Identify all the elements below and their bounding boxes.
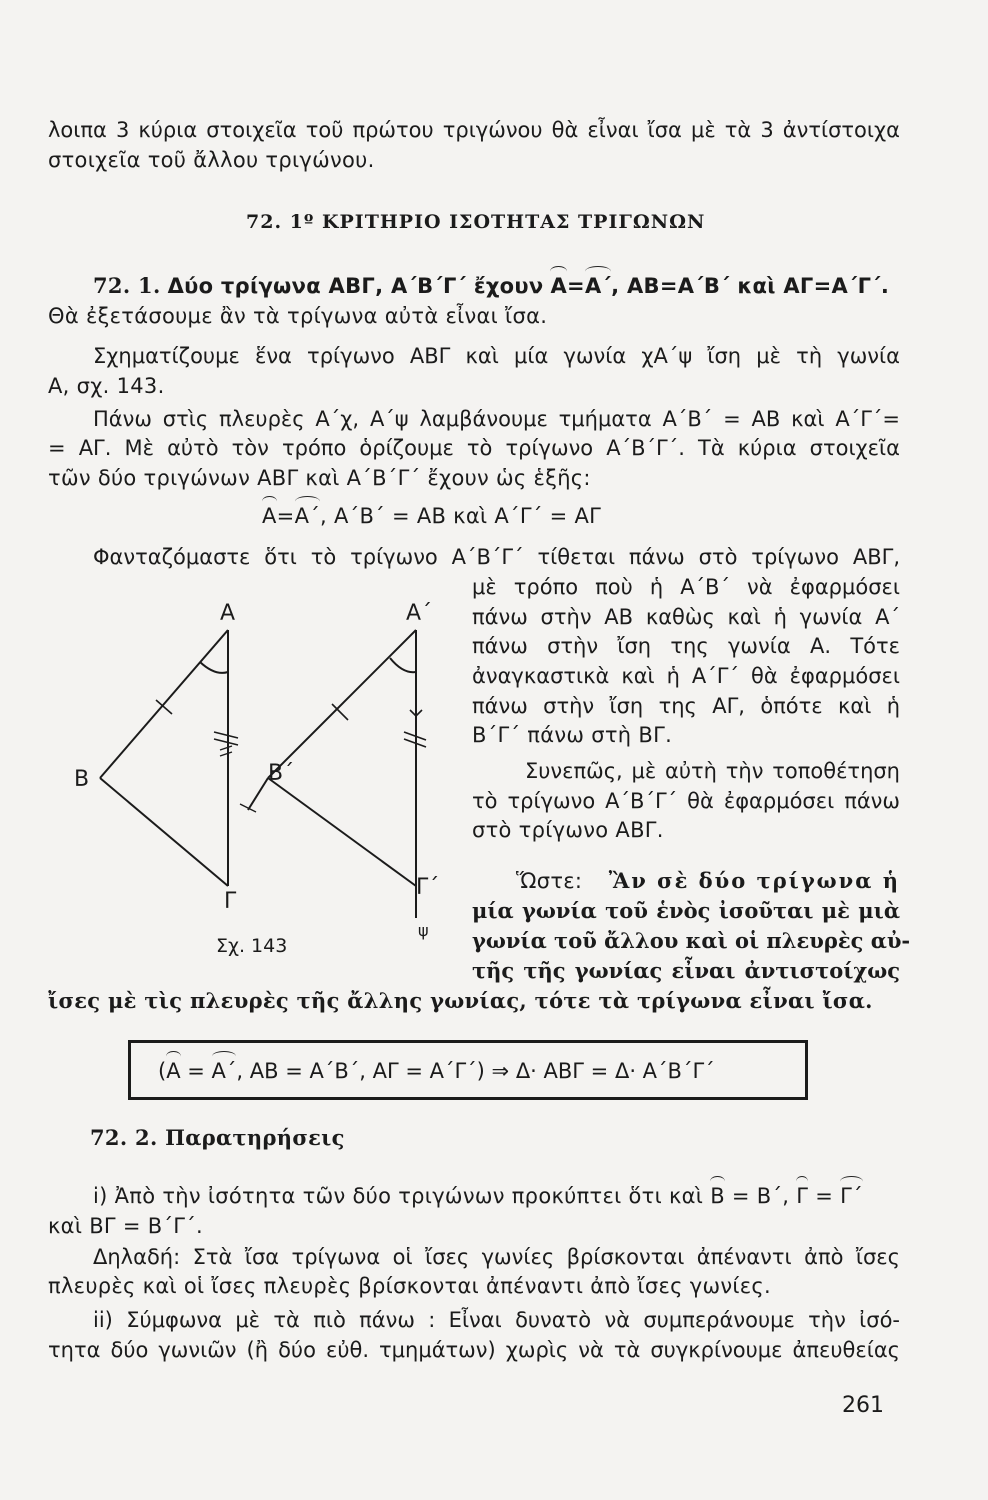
mark — [220, 752, 232, 756]
angle-B-hat: Β — [710, 1184, 725, 1208]
tick-AG-1 — [214, 732, 238, 738]
right-col-line: στὸ τρίγωνο ΑΒΓ. — [472, 818, 664, 842]
angle-A2-hat: Α΄ — [211, 1059, 237, 1083]
subsection-72-2-title: 72. 2. Παρατηρήσεις — [90, 1125, 345, 1150]
angle-arc-A2 — [390, 658, 416, 672]
angle-G-hat: Γ — [796, 1184, 809, 1208]
right-col-line: τὸ τρίγωνο Α΄Β΄Γ΄ θὰ ἐφαρμόσει πάνω — [472, 789, 900, 813]
angle-A-hat: Α — [550, 274, 568, 298]
conclusion-text: Ἂν σὲ δύο τρίγωνα ἡ — [608, 868, 900, 893]
right-col-line: μὲ τρόπο ποὺ ἡ Α΄Β΄ νὰ ἐφαρμόσει — [472, 575, 900, 599]
mark — [220, 746, 232, 750]
conclusion-line: μία γωνία τοῦ ἑνὸς ἰσοῦται μὲ μιὰ — [472, 898, 900, 923]
remark-i-end: = — [808, 1184, 841, 1208]
label-B2: Β΄ — [268, 761, 295, 786]
remark-ii-line-2: τητα δύο γωνιῶν (ἢ δύο εὐθ. τμημάτων) χωρὶς νὰ τὰ συγκρίνουμε ἀπευθείας — [48, 1338, 900, 1362]
conclusion-last-line: ἴσες μὲ τὶς πλευρὲς τῆς ἄλλης γωνίας, τότε τὰ τρίγωνα εἶναι ἴσα. — [48, 988, 873, 1013]
title-text-b: , ΑΒ=Α΄Β΄ καὶ ΑΓ=Α΄Γ΄. — [611, 274, 890, 298]
side-AB — [100, 630, 228, 778]
angle-A-hat: Α — [166, 1059, 181, 1083]
title-eq: = — [567, 274, 585, 298]
angle-A2-hat: Α΄ — [294, 504, 321, 528]
angle-arc-A — [200, 662, 228, 673]
label-psi: ψ — [418, 921, 429, 940]
paragraph-line: = ΑΓ. Μὲ αὐτὸ τὸν τρόπο ὁρίζουμε τὸ τρίγωνο Α΄Β΄Γ΄. Τὰ κύρια στοιχεῖα — [48, 436, 900, 460]
label-A: Α — [220, 601, 236, 626]
intro-line-1: λοιπα 3 κύρια στοιχεῖα τοῦ πρώτου τριγώνου θὰ εἶναι ἴσα μὲ τὰ 3 ἀντίστοιχα — [48, 118, 900, 142]
right-col-line: Συνεπῶς, μὲ αὐτὴ τὴν τοποθέτηση — [525, 759, 900, 783]
angle-G2-hat: Γ΄ — [840, 1184, 863, 1208]
open-paren: ( — [158, 1059, 167, 1083]
right-col-line: πάνω στὴν ἴση της ΑΓ, ὁπότε καὶ ἡ — [472, 694, 900, 718]
conclusion-lead: Ὥστε: — [516, 869, 583, 893]
paragraph-line: Δηλαδή: Στὰ ἴσα τρίγωνα οἱ ἴσες γωνίες βρίσκονται ἀπέναντι ἀπὸ ἴσες — [93, 1245, 900, 1269]
subsection-number: 72. 1. — [93, 273, 161, 298]
title-text-a: Δύο τρίγωνα ΑΒΓ, Α΄Β΄Γ΄ ἔχουν — [167, 274, 544, 298]
figure-143 — [60, 590, 470, 970]
figure-caption: Σχ. 143 — [216, 935, 288, 957]
paragraph-line: Πάνω στὶς πλευρὲς Α΄χ, Α΄ψ λαμβάνουμε τμήματα Α΄Β΄ = ΑΒ καὶ Α΄Γ΄= — [93, 407, 900, 431]
intro-line-2: στοιχεῖα τοῦ ἄλλου τριγώνου. — [48, 148, 375, 172]
paragraph-line: Θὰ ἐξετάσουμε ἂν τὰ τρίγωνα αὐτὰ εἶναι ἴσα. — [48, 304, 548, 328]
conclusion-line: γωνία τοῦ ἄλλου καὶ οἱ πλευρὲς αὐ- — [472, 928, 911, 953]
subsection-72-1-title — [93, 272, 889, 300]
right-col-line: πάνω στὴν ἴση της γωνία Α. Τότε — [472, 634, 900, 658]
remark-i-text: i) Ἀπὸ τὴν ἰσότητα τῶν δύο τριγώνων προκύπτει ὅτι καὶ — [93, 1184, 704, 1208]
remark-i-mid: = Β΄, — [724, 1184, 797, 1208]
ray-x — [248, 778, 268, 810]
angle-A-hat: Α — [262, 504, 277, 528]
angle-A2-hat: Α΄ — [584, 274, 612, 298]
right-col-line: ἀναγκαστικὰ καὶ ἡ Α΄Γ΄ θὰ ἐφαρμόσει — [472, 664, 900, 688]
label-B: Β — [74, 767, 90, 792]
paragraph-line: πλευρὲς καὶ οἱ ἴσες πλευρὲς βρίσκονται ἀπέναντι ἀπὸ ἴσες γωνίες. — [48, 1274, 772, 1298]
boxed-rest: , ΑΒ = Α΄Β΄, ΑΓ = Α΄Γ΄) ⇒ Δ· ΑΒΓ = Δ· Α΄Β΄Γ΄ — [236, 1059, 715, 1083]
remark-ii-line-1: ii) Σύμφωνα μὲ τὰ πιὸ πάνω : Εἶναι δυνατὸ νὰ συμπεράνουμε τὴν ἰσό- — [93, 1308, 900, 1332]
paragraph-line: Φανταζόμαστε ὅτι τὸ τρίγωνο Α΄Β΄Γ΄ τίθεται πάνω στὸ τρίγωνο ΑΒΓ, — [93, 545, 900, 569]
paragraph-line: Σχηματίζουμε ἕνα τρίγωνο ΑΒΓ καὶ μία γωνία χΑ΄ψ ἴση μὲ τὴ γωνία — [93, 344, 900, 368]
tick-AG-2 — [214, 739, 238, 745]
ray-x-tick — [240, 804, 256, 812]
boxed-theorem-text — [158, 1057, 715, 1085]
eq-rest: , Α΄Β΄ = ΑΒ καὶ Α΄Γ΄ = ΑΓ — [320, 504, 602, 528]
paragraph-line: τῶν δύο τριγώνων ΑΒΓ καὶ Α΄Β΄Γ΄ ἔχουν ὡς ἑξῆς: — [48, 466, 591, 490]
equality-line — [262, 502, 601, 530]
conclusion-line — [516, 867, 900, 895]
side-A2B2 — [268, 630, 416, 778]
side-B2G2 — [268, 778, 416, 886]
side-BG — [100, 778, 228, 886]
remark-i-line-1 — [93, 1182, 863, 1210]
remark-i-line-2: καὶ ΒΓ = Β΄Γ΄. — [48, 1214, 204, 1238]
paragraph-line: Α, σχ. 143. — [48, 374, 165, 398]
section-heading: 72. 1º ΚΡΙΤΗΡΙΟ ΙΣΟΤΗΤΑΣ ΤΡΙΓΩΝΩΝ — [246, 211, 706, 233]
label-G2: Γ΄ — [416, 875, 440, 900]
right-col-line: πάνω στὴν ΑΒ καθὼς καὶ ἡ γωνία Α΄ — [472, 605, 900, 629]
eq-sign: = — [180, 1059, 212, 1083]
label-A2: Α΄ — [406, 601, 433, 626]
page-number: 261 — [842, 1393, 884, 1418]
label-G: Γ — [224, 889, 237, 914]
conclusion-line: τῆς τῆς γωνίας εἶναι ἀντιστοίχως — [472, 958, 900, 983]
eq-sign: = — [276, 504, 295, 528]
right-col-line: Β΄Γ΄ πάνω στὴ ΒΓ. — [472, 723, 673, 747]
